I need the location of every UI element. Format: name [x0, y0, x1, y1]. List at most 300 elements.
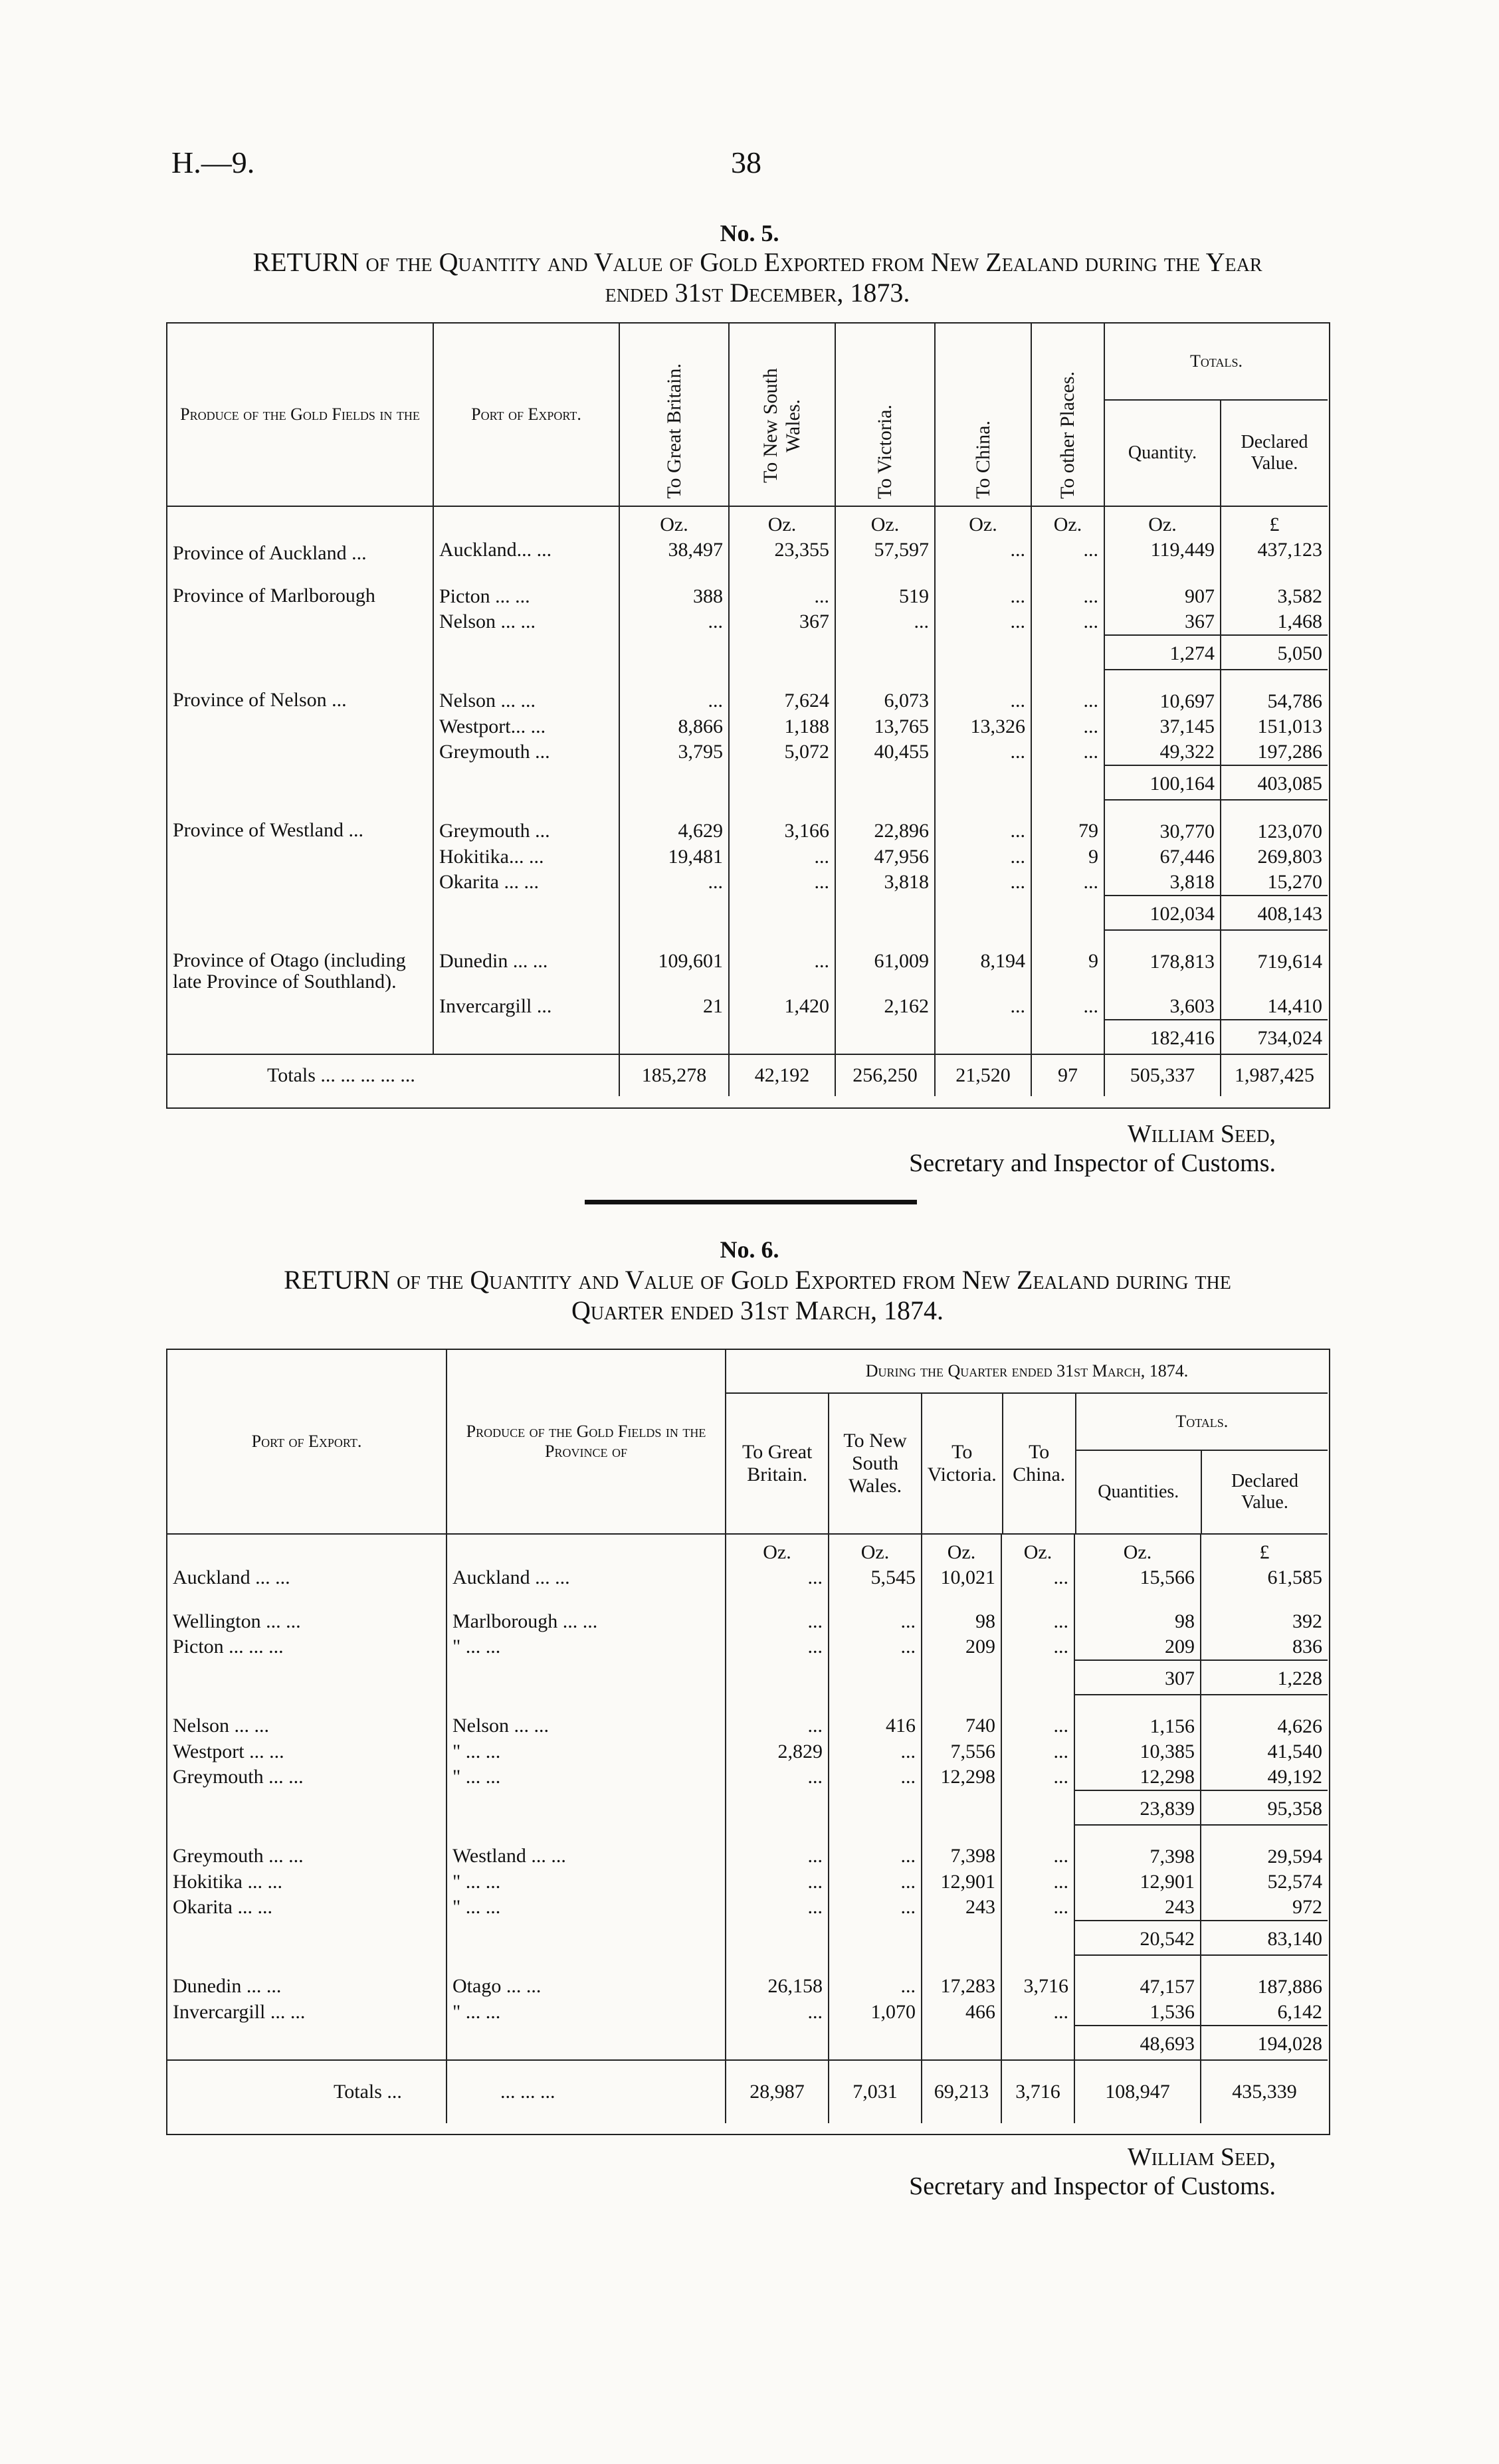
cell-other: ...: [1031, 739, 1104, 765]
cell-vic: 519: [835, 565, 935, 609]
subtotal-row: [167, 2026, 1328, 2060]
cell-nsw: 1,420: [729, 994, 835, 1020]
t5-header-other-label: To other Places.: [1056, 371, 1078, 499]
cell-china: ...: [1001, 1590, 1074, 1634]
table5-title-line2: ended 31st December, 1873.: [605, 278, 910, 308]
cell-vic: 12,298: [922, 1764, 1001, 1790]
subtotal-row: [167, 635, 1328, 670]
subtotal-blank: [935, 1020, 1031, 1054]
cell-gb: 19,481: [619, 844, 729, 870]
cell-nsw: ...: [729, 930, 835, 994]
subtotal-blank: [829, 1660, 922, 1695]
total-qty: 108,947: [1074, 2060, 1201, 2123]
subtotal-blank: [1031, 765, 1104, 800]
subtotal-blank: [167, 1660, 447, 1695]
subtotal-blank: [433, 635, 619, 670]
table-row: [167, 1869, 1328, 1895]
cell-gb: 4,629: [619, 800, 729, 844]
total-gb: 185,278: [619, 1054, 729, 1096]
province-name: " ... ...: [447, 1869, 726, 1895]
province-name: [167, 739, 433, 765]
cell-china: ...: [935, 739, 1031, 765]
cell-qty: 119,449: [1104, 537, 1221, 565]
table-row: [167, 1590, 1328, 1634]
t6-unit-vic: Oz.: [922, 1534, 1001, 1565]
cell-val: 197,286: [1221, 739, 1328, 765]
cell-china: ...: [935, 670, 1031, 714]
cell-other: ...: [1031, 714, 1104, 739]
port-name: Greymouth ... ...: [173, 1766, 304, 1788]
table-row: [167, 565, 1328, 609]
cell-val: 15,270: [1221, 870, 1328, 896]
total-val: 1,987,425: [1221, 1054, 1328, 1096]
province-name: Province of Nelson ...: [173, 689, 347, 711]
province-name: " ... ...: [447, 1739, 726, 1764]
cell-china: ...: [935, 870, 1031, 896]
table-row: [167, 800, 1328, 844]
port-name: Greymouth ...: [433, 800, 619, 844]
cell-val: 49,192: [1201, 1764, 1328, 1790]
table-row: [167, 714, 1328, 739]
cell-qty: 907: [1104, 565, 1221, 609]
province-name: Otago ... ...: [447, 1955, 726, 2000]
subtotal-blank: [447, 1790, 726, 1825]
cell-vic: 12,901: [922, 1869, 1001, 1895]
table-row: [167, 1634, 1328, 1660]
subtotal-blank: [1001, 1660, 1074, 1695]
totals-row: [167, 2060, 1328, 2123]
cell-val: 719,614: [1221, 930, 1328, 994]
cell-gb: ...: [726, 1869, 829, 1895]
t5-body: [167, 506, 1328, 1096]
table-row: [167, 1739, 1328, 1764]
cell-china: ...: [1001, 1825, 1074, 1869]
cell-val: 437,123: [1221, 537, 1328, 565]
subtotal-qty: 1,274: [1104, 635, 1221, 670]
cell-nsw: ...: [829, 1634, 922, 1660]
cell-gb: ...: [726, 1764, 829, 1790]
cell-gb: 21: [619, 994, 729, 1020]
cell-vic: 466: [922, 2000, 1001, 2026]
cell-vic: 57,597: [835, 537, 935, 565]
subtotal-val: 734,024: [1221, 1020, 1328, 1054]
t6-header-totals: Totals.: [1076, 1394, 1328, 1450]
port-name: Wellington ... ...: [173, 1610, 301, 1632]
total-china: 21,520: [935, 1054, 1031, 1096]
cell-nsw: 7,624: [729, 670, 835, 714]
t5-header-gb-label: To Great Britain.: [662, 363, 685, 499]
subtotal-blank: [829, 2026, 922, 2060]
cell-qty: 37,145: [1104, 714, 1221, 739]
subtotal-val: 5,050: [1221, 635, 1328, 670]
t6-header-gb: To Great Britain.: [742, 1441, 813, 1485]
port-name: Westport... ...: [433, 714, 619, 739]
t5-header-produce: Produce of the Gold Fields in the: [167, 324, 433, 506]
subtotal-blank: [447, 2026, 726, 2060]
t5-header-vic: [835, 324, 935, 506]
t5-header-nsw-label: To New South Wales.: [759, 368, 804, 484]
cell-val: 3,582: [1221, 565, 1328, 609]
cell-val: 269,803: [1221, 844, 1328, 870]
cell-gb: 3,795: [619, 739, 729, 765]
t6-signature-name: William Seed,: [1128, 2143, 1276, 2171]
subtotal-blank: [729, 635, 835, 670]
total-other: 97: [1031, 1054, 1104, 1096]
cell-qty: 7,398: [1074, 1825, 1201, 1869]
subtotal-blank: [726, 1660, 829, 1695]
table-row: [167, 537, 1328, 565]
cell-val: 972: [1201, 1895, 1328, 1921]
cell-vic: 243: [922, 1895, 1001, 1921]
province-name: Nelson ... ...: [447, 1695, 726, 1739]
t6-units-row: [167, 1534, 1328, 1565]
subtotal-blank: [1031, 896, 1104, 930]
cell-nsw: ...: [829, 1764, 922, 1790]
cell-qty: 98: [1074, 1590, 1201, 1634]
cell-val: 14,410: [1221, 994, 1328, 1020]
subtotal-qty: 100,164: [1104, 765, 1221, 800]
cell-china: 13,326: [935, 714, 1031, 739]
port-name: Nelson ... ...: [173, 1715, 269, 1737]
table6-title-line2: Quarter ended 31st March, 1874.: [571, 1295, 944, 1325]
subtotal-blank: [619, 1020, 729, 1054]
cell-gb: 2,829: [726, 1739, 829, 1764]
cell-gb: 26,158: [726, 1955, 829, 2000]
total-china: 3,716: [1001, 2060, 1074, 2123]
cell-china: ...: [935, 800, 1031, 844]
cell-qty: 15,566: [1074, 1565, 1201, 1590]
cell-gb: ...: [619, 670, 729, 714]
cell-china: ...: [935, 844, 1031, 870]
table-row: [167, 844, 1328, 870]
total-gb: 28,987: [726, 2060, 829, 2123]
cell-qty: 47,157: [1074, 1955, 1201, 2000]
cell-val: 392: [1201, 1590, 1328, 1634]
subtotal-blank: [447, 1660, 726, 1695]
t6-units-blank: [447, 1534, 726, 1565]
table6-title-line1: RETURN of the Quantity and Value of Gold Exported from New Zealand during the: [284, 1265, 1231, 1295]
cell-qty: 178,813: [1104, 930, 1221, 994]
cell-other: 79: [1031, 800, 1104, 844]
subtotal-blank: [433, 765, 619, 800]
port-name: Dunedin ... ...: [173, 1975, 282, 1997]
subtotal-blank: [935, 896, 1031, 930]
cell-nsw: ...: [829, 1869, 922, 1895]
cell-gb: ...: [726, 1565, 829, 1590]
cell-nsw: ...: [829, 1895, 922, 1921]
t5-signature-name: William Seed,: [1128, 1120, 1276, 1148]
cell-vic: 98: [922, 1590, 1001, 1634]
t5-unit-qty: Oz.: [1104, 506, 1221, 537]
port-name: Greymouth ... ...: [173, 1845, 304, 1867]
cell-qty: 3,603: [1104, 994, 1221, 1020]
province-name: [167, 609, 433, 635]
subtotal-blank: [935, 635, 1031, 670]
subtotal-blank: [1031, 1020, 1104, 1054]
document-reference: H.—9.: [171, 145, 255, 179]
cell-qty: 49,322: [1104, 739, 1221, 765]
cell-nsw: 367: [729, 609, 835, 635]
cell-china: ...: [1001, 1695, 1074, 1739]
province-name: Province of Westland ...: [173, 819, 363, 841]
t6-header-china: To China.: [1003, 1394, 1076, 1533]
cell-nsw: 23,355: [729, 537, 835, 565]
t5-header-quantity: Quantity.: [1104, 400, 1221, 506]
cell-other: ...: [1031, 670, 1104, 714]
t6-subheader: [726, 1394, 1328, 1533]
cell-nsw: ...: [729, 565, 835, 609]
province-name: " ... ...: [447, 1764, 726, 1790]
port-name: Auckland... ...: [433, 537, 619, 565]
cell-nsw: 416: [829, 1695, 922, 1739]
subtotal-blank: [167, 2026, 447, 2060]
subtotal-val: 1,228: [1201, 1660, 1328, 1695]
cell-qty: 67,446: [1104, 844, 1221, 870]
totals-label: Totals ...: [167, 2060, 447, 2123]
t5-unit-other: Oz.: [1031, 506, 1104, 537]
total-val: 435,339: [1201, 2060, 1328, 2123]
cell-china: ...: [1001, 1764, 1074, 1790]
table-row: [167, 2000, 1328, 2026]
cell-val: 6,142: [1201, 2000, 1328, 2026]
province-name: Westland ... ...: [447, 1825, 726, 1869]
cell-qty: 1,536: [1074, 2000, 1201, 2026]
cell-qty: 243: [1074, 1895, 1201, 1921]
subtotal-blank: [729, 765, 835, 800]
cell-china: ...: [1001, 1869, 1074, 1895]
subtotal-blank: [835, 765, 935, 800]
cell-china: 3,716: [1001, 1955, 1074, 2000]
table6-signature: [731, 2142, 1276, 2201]
subtotal-qty: 23,839: [1074, 1790, 1201, 1825]
cell-nsw: ...: [729, 844, 835, 870]
page-number: 38: [731, 145, 761, 179]
t5-unit-gb: Oz.: [619, 506, 729, 537]
subtotal-blank: [1001, 1921, 1074, 1955]
port-name: Invercargill ...: [433, 994, 619, 1020]
cell-gb: ...: [726, 1695, 829, 1739]
cell-gb: 8,866: [619, 714, 729, 739]
cell-gb: ...: [619, 609, 729, 635]
port-name: Dunedin ... ...: [433, 930, 619, 994]
t5-header-gb: [619, 324, 729, 506]
subtotal-blank: [167, 765, 433, 800]
province-name: Province of Otago (including late Province of Southland).: [173, 949, 406, 993]
subtotal-row: [167, 1660, 1328, 1695]
subtotal-blank: [619, 896, 729, 930]
section-divider: [585, 1200, 917, 1204]
cell-val: 1,468: [1221, 609, 1328, 635]
t5-units-row: [167, 506, 1328, 537]
t5-unit-china: Oz.: [935, 506, 1031, 537]
cell-nsw: ...: [829, 1590, 922, 1634]
subtotal-blank: [726, 2026, 829, 2060]
t6-units-blank: [167, 1534, 447, 1565]
table5-signature: [731, 1119, 1276, 1178]
cell-china: ...: [1001, 1634, 1074, 1660]
table-row: [167, 1764, 1328, 1790]
t5-header-china-label: To China.: [971, 421, 994, 499]
cell-nsw: 5,072: [729, 739, 835, 765]
cell-vic: 17,283: [922, 1955, 1001, 2000]
t5-unit-vic: Oz.: [835, 506, 935, 537]
subtotal-blank: [835, 635, 935, 670]
t5-header-declared-value: Declared Value.: [1221, 400, 1328, 506]
cell-gb: ...: [619, 870, 729, 896]
subtotal-blank: [729, 896, 835, 930]
province-name: [167, 844, 433, 870]
t5-signature-title: Secretary and Inspector of Customs.: [909, 1149, 1276, 1177]
cell-val: 41,540: [1201, 1739, 1328, 1764]
t6-unit-val: £: [1201, 1534, 1328, 1565]
subtotal-blank: [922, 1921, 1001, 1955]
t6-header-quantities: Quantities.: [1076, 1450, 1201, 1533]
subtotal-val: 194,028: [1201, 2026, 1328, 2060]
subtotal-blank: [1001, 1790, 1074, 1825]
cell-vic: 7,398: [922, 1825, 1001, 1869]
cell-vic: 7,556: [922, 1739, 1001, 1764]
cell-nsw: ...: [729, 870, 835, 896]
t6-body: [167, 1534, 1328, 2123]
cell-vic: ...: [835, 609, 935, 635]
table-row: [167, 1825, 1328, 1869]
table5: [167, 324, 1328, 1096]
cell-val: 151,013: [1221, 714, 1328, 739]
table6: [167, 1350, 1328, 2123]
cell-qty: 1,156: [1074, 1695, 1201, 1739]
province-name: [167, 870, 433, 896]
cell-gb: 38,497: [619, 537, 729, 565]
subtotal-qty: 102,034: [1104, 896, 1221, 930]
subtotal-blank: [922, 1660, 1001, 1695]
subtotal-row: [167, 896, 1328, 930]
cell-china: ...: [1001, 1895, 1074, 1921]
cell-nsw: 1,070: [829, 2000, 922, 2026]
t5-header-nsw: [729, 324, 835, 506]
cell-vic: 13,765: [835, 714, 935, 739]
subtotal-blank: [167, 635, 433, 670]
cell-china: ...: [935, 994, 1031, 1020]
table-row: [167, 670, 1328, 714]
cell-qty: 12,298: [1074, 1764, 1201, 1790]
total-nsw: 42,192: [729, 1054, 835, 1096]
t5-header-vic-label: To Victoria.: [874, 404, 896, 499]
subtotal-val: 408,143: [1221, 896, 1328, 930]
subtotal-blank: [729, 1020, 835, 1054]
subtotal-blank: [433, 896, 619, 930]
cell-vic: 740: [922, 1695, 1001, 1739]
t5-header-other: [1031, 324, 1104, 506]
t5-unit-nsw: Oz.: [729, 506, 835, 537]
subtotal-row: [167, 1921, 1328, 1955]
cell-qty: 367: [1104, 609, 1221, 635]
t6-header-declared-value: Declared Value.: [1201, 1450, 1328, 1533]
subtotal-val: 95,358: [1201, 1790, 1328, 1825]
cell-nsw: ...: [829, 1825, 922, 1869]
port-name: Okarita ... ...: [173, 1896, 272, 1918]
cell-val: 52,574: [1201, 1869, 1328, 1895]
cell-vic: 209: [922, 1634, 1001, 1660]
cell-gb: ...: [726, 1825, 829, 1869]
cell-other: ...: [1031, 609, 1104, 635]
cell-gb: 388: [619, 565, 729, 609]
table-row: [167, 739, 1328, 765]
table-row: [167, 609, 1328, 635]
subtotal-blank: [1031, 635, 1104, 670]
port-name: Westport ... ...: [173, 1741, 284, 1762]
subtotal-qty: 307: [1074, 1660, 1201, 1695]
cell-qty: 30,770: [1104, 800, 1221, 844]
cell-other: 9: [1031, 930, 1104, 994]
table-row: [167, 1565, 1328, 1590]
cell-qty: 12,901: [1074, 1869, 1201, 1895]
t6-unit-gb: Oz.: [726, 1534, 829, 1565]
t5-unit-val: £: [1221, 506, 1328, 537]
cell-china: 8,194: [935, 930, 1031, 994]
port-name: Okarita ... ...: [433, 870, 619, 896]
subtotal-blank: [167, 896, 433, 930]
cell-val: 54,786: [1221, 670, 1328, 714]
port-name: Nelson ... ...: [433, 670, 619, 714]
province-name: [167, 994, 433, 1020]
port-name: Invercargill ... ...: [173, 2001, 306, 2023]
subtotal-qty: 20,542: [1074, 1921, 1201, 1955]
province-name: " ... ...: [447, 2000, 726, 2026]
subtotal-qty: 182,416: [1104, 1020, 1221, 1054]
table-row: [167, 1955, 1328, 2000]
table-row: [167, 1895, 1328, 1921]
port-name: Nelson ... ...: [433, 609, 619, 635]
cell-nsw: 1,188: [729, 714, 835, 739]
cell-china: ...: [935, 609, 1031, 635]
cell-vic: 22,896: [835, 800, 935, 844]
t6-signature-title: Secretary and Inspector of Customs.: [909, 2172, 1276, 2200]
table-row: [167, 1695, 1328, 1739]
cell-val: 61,585: [1201, 1565, 1328, 1590]
subtotal-blank: [922, 1790, 1001, 1825]
port-name: Picton ... ...: [433, 565, 619, 609]
cell-vic: 40,455: [835, 739, 935, 765]
subtotal-row: [167, 765, 1328, 800]
subtotal-blank: [726, 1921, 829, 1955]
province-name: Province of Auckland ...: [173, 542, 367, 564]
province-name: Province of Marlborough: [173, 585, 375, 607]
cell-other: ...: [1031, 565, 1104, 609]
cell-gb: ...: [726, 2000, 829, 2026]
cell-other: ...: [1031, 537, 1104, 565]
cell-vic: 47,956: [835, 844, 935, 870]
t6-subheader-wrap: [726, 1393, 1328, 1534]
t6-header-during: During the Quarter ended 31st March, 1874.: [726, 1350, 1328, 1393]
subtotal-blank: [829, 1921, 922, 1955]
t5-units-blank: [433, 506, 619, 537]
total-nsw: 7,031: [829, 2060, 922, 2123]
cell-vic: 3,818: [835, 870, 935, 896]
cell-gb: ...: [726, 1590, 829, 1634]
t6-header-vic: To Victoria.: [922, 1394, 1003, 1533]
subtotal-val: 83,140: [1201, 1921, 1328, 1955]
subtotal-blank: [619, 765, 729, 800]
cell-nsw: ...: [829, 1955, 922, 2000]
t6-unit-qty: Oz.: [1074, 1534, 1201, 1565]
cell-china: ...: [1001, 1565, 1074, 1590]
cell-china: ...: [1001, 1739, 1074, 1764]
cell-qty: 3,818: [1104, 870, 1221, 896]
subtotal-blank: [829, 1790, 922, 1825]
table-row: [167, 870, 1328, 896]
subtotal-val: 403,085: [1221, 765, 1328, 800]
cell-china: ...: [1001, 2000, 1074, 2026]
